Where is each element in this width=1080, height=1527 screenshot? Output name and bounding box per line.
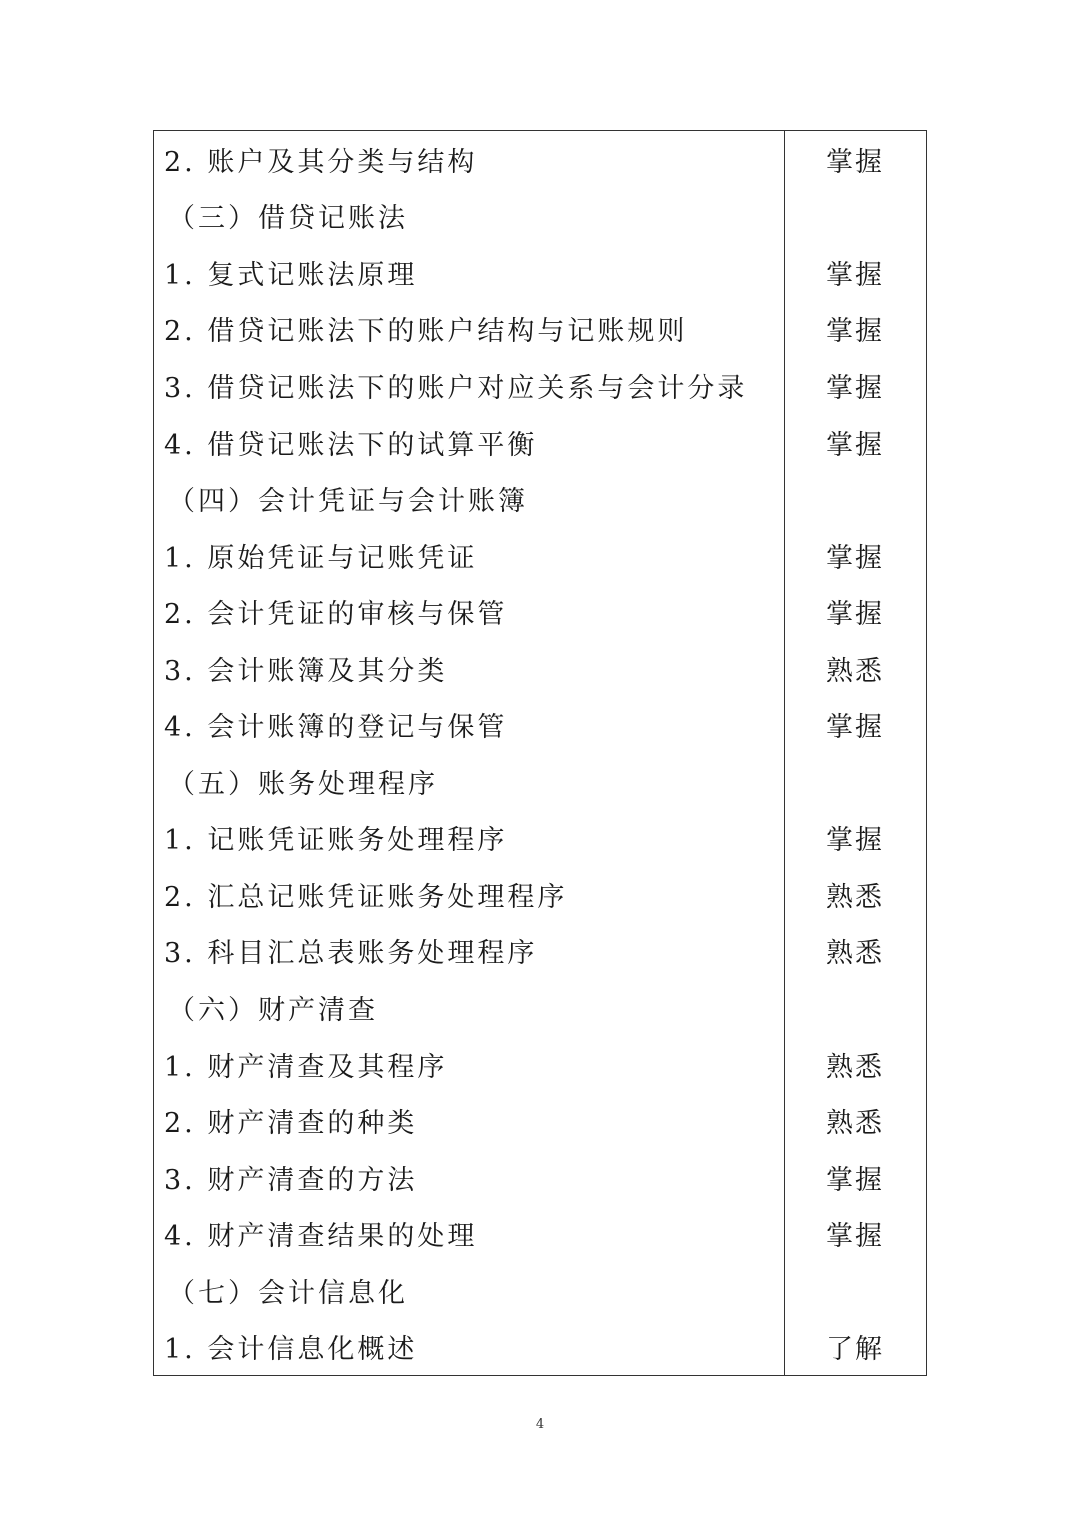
table-row xyxy=(154,357,926,414)
level-cell: 掌握 xyxy=(826,542,884,574)
level-cell: 掌握 xyxy=(826,712,884,744)
topic-cell: 3. 会计账簿及其分类 xyxy=(164,655,448,687)
table-row xyxy=(154,1092,926,1149)
level-cell: 掌握 xyxy=(826,259,884,291)
section-heading: （四）会计凭证与会计账簿 xyxy=(168,486,528,518)
section-heading-row xyxy=(154,1262,926,1319)
table-row xyxy=(154,301,926,358)
table-row xyxy=(154,1036,926,1093)
topic-cell: 3. 财产清查的方法 xyxy=(164,1164,418,1196)
topic-cell: 2. 会计凭证的审核与保管 xyxy=(164,599,508,631)
table-row xyxy=(154,810,926,867)
topic-cell: 2. 财产清查的种类 xyxy=(164,1108,418,1140)
section-heading: （三）借贷记账法 xyxy=(168,203,408,235)
table-row xyxy=(154,527,926,584)
page-number: 4 xyxy=(535,1417,545,1432)
table-row xyxy=(154,1205,926,1262)
table-row xyxy=(154,640,926,697)
level-cell: 熟悉 xyxy=(826,938,884,970)
section-heading: （六）财产清查 xyxy=(168,994,378,1026)
table-row xyxy=(154,414,926,471)
level-cell: 掌握 xyxy=(826,146,884,178)
table-row xyxy=(154,923,926,980)
topic-cell: 4. 财产清查结果的处理 xyxy=(164,1221,478,1253)
topic-cell: 1. 原始凭证与记账凭证 xyxy=(164,542,478,574)
topic-cell: 1. 会计信息化概述 xyxy=(164,1334,418,1366)
level-cell: 熟悉 xyxy=(826,881,884,913)
table-row xyxy=(154,866,926,923)
level-cell: 掌握 xyxy=(826,825,884,857)
topic-cell: 2. 汇总记账凭证账务处理程序 xyxy=(164,881,568,913)
table-row xyxy=(154,1318,926,1375)
topic-cell: 2. 借贷记账法下的账户结构与记账规则 xyxy=(164,316,688,348)
table-row xyxy=(154,696,926,753)
table-row xyxy=(154,131,926,188)
level-cell: 熟悉 xyxy=(826,655,884,687)
level-cell: 熟悉 xyxy=(826,1051,884,1083)
level-cell: 熟悉 xyxy=(826,1108,884,1140)
table-row xyxy=(154,583,926,640)
section-heading-row xyxy=(154,470,926,527)
level-cell: 掌握 xyxy=(826,429,884,461)
table-row xyxy=(154,244,926,301)
topic-cell: 4. 会计账簿的登记与保管 xyxy=(164,712,508,744)
section-heading: （五）账务处理程序 xyxy=(168,768,438,800)
section-heading-row xyxy=(154,979,926,1036)
syllabus-table xyxy=(153,130,927,1376)
level-cell: 掌握 xyxy=(826,599,884,631)
level-cell: 了解 xyxy=(826,1334,884,1366)
topic-cell: 1. 财产清查及其程序 xyxy=(164,1051,448,1083)
level-cell: 掌握 xyxy=(826,372,884,404)
topic-cell: 2. 账户及其分类与结构 xyxy=(164,146,478,178)
topic-cell: 3. 借贷记账法下的账户对应关系与会计分录 xyxy=(164,372,748,404)
topic-cell: 4. 借贷记账法下的试算平衡 xyxy=(164,429,538,461)
level-cell: 掌握 xyxy=(826,316,884,348)
topic-cell: 1. 复式记账法原理 xyxy=(164,259,418,291)
topic-cell: 1. 记账凭证账务处理程序 xyxy=(164,825,508,857)
section-heading-row xyxy=(154,753,926,810)
level-cell: 掌握 xyxy=(826,1164,884,1196)
section-heading: （七）会计信息化 xyxy=(168,1277,408,1309)
level-cell: 掌握 xyxy=(826,1221,884,1253)
topic-cell: 3. 科目汇总表账务处理程序 xyxy=(164,938,538,970)
table-row xyxy=(154,1149,926,1206)
section-heading-row xyxy=(154,188,926,245)
